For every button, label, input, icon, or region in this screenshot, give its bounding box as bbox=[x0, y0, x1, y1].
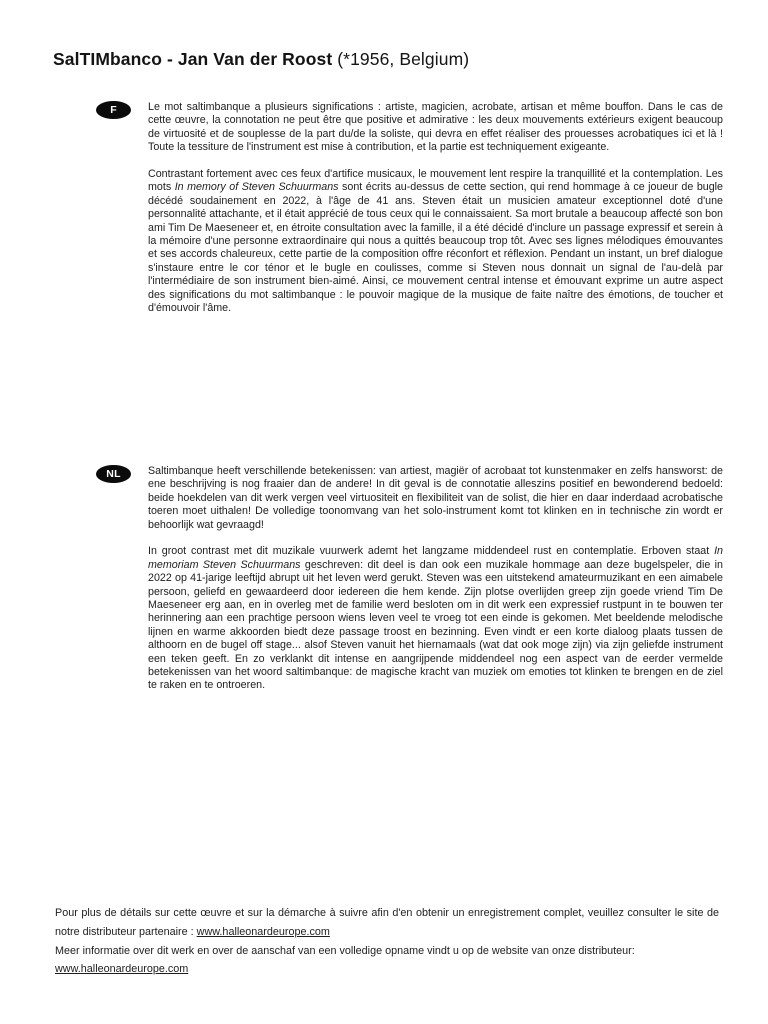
french-section bbox=[0, 101, 768, 315]
text-paragraph bbox=[148, 545, 723, 692]
text-paragraph bbox=[148, 465, 723, 532]
body-text-run: In groot contrast met dit muzikale vuurwerk ademt het langzame middendeel rust en contemplatie. Erboven staat bbox=[148, 545, 715, 558]
language-badge-dutch bbox=[96, 465, 131, 483]
dedication-title-text: In memoriam Steven Schuurmans bbox=[148, 545, 723, 571]
text-paragraph bbox=[148, 168, 723, 315]
language-badge-label: F bbox=[110, 104, 117, 116]
distributor-footer bbox=[55, 904, 719, 979]
dutch-text-column bbox=[148, 465, 723, 693]
distributor-website-link[interactable]: www.halleonardeurope.com bbox=[55, 963, 189, 976]
language-badge-french bbox=[96, 101, 131, 119]
text-paragraph bbox=[148, 101, 723, 155]
body-text-run: Pour plus de détails sur cette œuvre et sur la démarche à suivre afin d'en obtenir un enregistrement complet, veuillez consulter le site de notre distributeur partenaire : bbox=[55, 907, 719, 938]
distributor-website-link[interactable]: www.halleonardeurope.com bbox=[196, 925, 330, 938]
work-and-composer-title: SalTIMbanco - Jan Van der Roost bbox=[53, 49, 333, 69]
composer-birth-country: (*1956, Belgium) bbox=[332, 49, 470, 69]
page-title bbox=[53, 47, 469, 71]
body-text-run: geschreven: dit deel is dan ook een muzikale hommage aan deze bugelspeler, die in 2022 op 41-jarige leeftijd abrupt uit het leven werd gerukt. Steven was een uitstekend amateurmuzikant en een aimabele persoon, geliefd en gewaardeerd door iedereen die hem kende. Zijn plotse overlijden greep zijn goede vriend Tim De Maeseneer erg aan, en in overleg met de familie werd besloten om in dit werk een expressief rustpunt in te bouwen ter herinnering aan een prachtige persoon wiens leven veel te vroeg tot een einde is gekomen. Met beeldende melodische lijnen en warme akkoorden biedt deze passage troost en bezinning. Even vindt er een korte dialoog plaats tussen de althoorn en de bugel off stage... alsof Steven vanuit het hiernamaals (wat dat ook moge zijn) via zijn geliefde instrument een teken geeft. En zo verklankt dit intense en aangrijpende middendeel nog een aspect van de eerder vermelde betekenissen van het woord saltimbanque: de magische kracht van muziek om emoties tot klinken te brengen en de ziel te raken en te ontroeren. bbox=[148, 558, 723, 692]
body-text-run: Saltimbanque heeft verschillende betekenissen: van artiest, magiër of acrobaat tot kunstenmaker en zelfs hansworst: de ene beschrijving is nog fraaier dan de andere! In dit geval is de connotatie alleszins positief en bewonderend bedoeld: beide hoekdelen van dit werk vergen veel virtuositeit en flexibiliteit van de solist, die hier en daar inderdaad acrobatische toeren moet uithalen! De volledige toonomvang van het solo-instrument komt tot klinken en in technische zin wordt er behoorlijk wat gevraagd! bbox=[148, 465, 723, 531]
dedication-title-text: In memory of Steven Schuurmans bbox=[174, 181, 339, 194]
french-text-column bbox=[148, 101, 723, 315]
body-text-run: Meer informatie over dit werk en over de aanschaf van een volledige opname vindt u op de website van onze distributeur: bbox=[55, 944, 635, 957]
body-text-run: Le mot saltimbanque a plusieurs significations : artiste, magicien, acrobate, artisan et même bouffon. Dans le cas de cette œuvre, la connotation ne peut être que positive et admirative : les deux mouvements extérieurs exigent beaucoup de virtuosité et de souplesse de la part du/de la soliste, qui devra en effet réaliser des prouesses acrobatiques ici et là ! Toute la tessiture de l'instrument est mise à contribution, et la partie est techniquement exigeante. bbox=[148, 101, 723, 154]
language-badge-label: NL bbox=[106, 468, 121, 480]
dutch-section bbox=[0, 465, 768, 693]
body-text-run: Contrastant fortement avec ces feux d'artifice musicaux, le mouvement lent respire la tranquillité et la contemplation. Les mots bbox=[148, 168, 723, 194]
body-text-run: sont écrits au-dessus de cette section, qui rend hommage à ce joueur de bugle décédé soudainement en 2022, à l'âge de 41 ans. Steven était un musicien amateur exceptionnel doté d'une personnalité attachante, et il était apprécié de tous ceux qui le connaissaient. Sa mort brutale a beaucoup affecté son bon ami Tim De Maeseneer et, en étroite consultation avec la famille, il a été décidé d'inclure un passage expressif et serein à la mémoire d'une personne extraordinaire qui nous a quittés beaucoup trop tôt. Avec ses lignes mélodiques émouvantes et ses accords chaleureux, cette partie de la composition offre réconfort et réflexion. Pendant un instant, un bref dialogue s'instaure entre le cor ténor et le bugle en coulisses, comme si Steven nous donnait un signal de l'au-delà par l'intermédiaire de son instrument bien-aimé. Ainsi, ce mouvement central intense et émouvant exprime un autre aspect des significations du mot saltimbanque : le pouvoir magique de la musique de faite naître des émotions, de toucher et d'émouvoir l'âme. bbox=[148, 181, 723, 315]
